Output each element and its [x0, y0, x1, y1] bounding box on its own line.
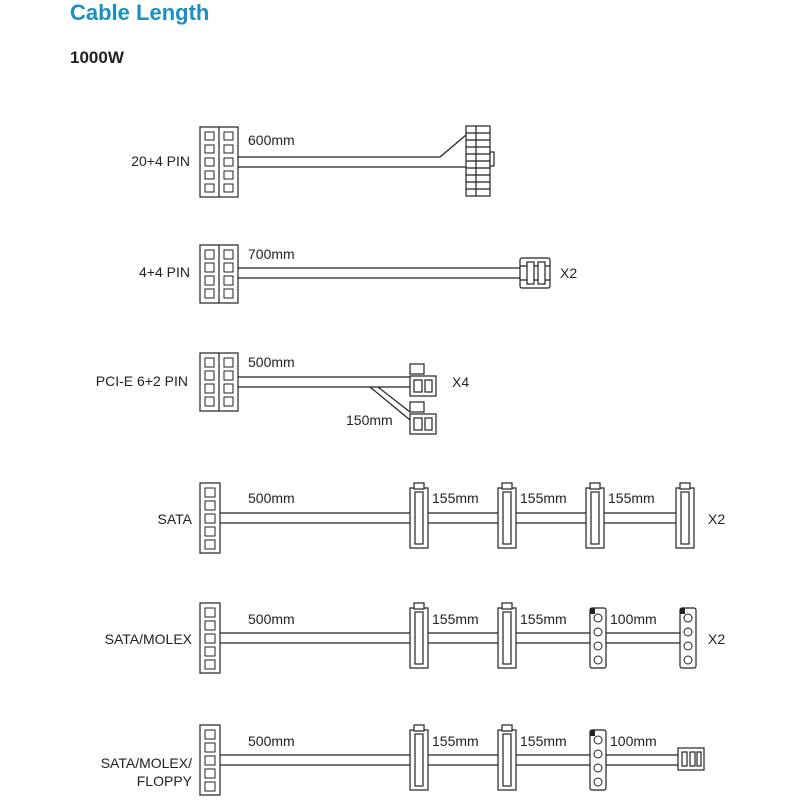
cable-label: SATA/MOLEX: [104, 631, 192, 647]
molex-connector-1: [590, 608, 606, 668]
sata-psu-connector: [200, 483, 220, 553]
motherboard-connector: [466, 126, 494, 196]
pcie-connector-2: [410, 402, 436, 434]
molex-connector: [590, 730, 606, 790]
cable-label-line-1: SATA/MOLEX/: [100, 755, 192, 771]
cable-sata-molex: [105, 603, 726, 673]
sata-connector-1: [410, 483, 428, 548]
cpu-8pin-connector: [200, 245, 238, 303]
molex-connector-2: [680, 608, 696, 668]
pcie-connector-1: [410, 364, 436, 396]
cable-qty: X2: [708, 631, 726, 647]
segment-length: 155mm: [608, 490, 655, 506]
cable-label: 20+4 PIN: [131, 153, 190, 169]
cable-qty: X2: [560, 265, 578, 281]
sata-connector-2: [498, 483, 516, 548]
cable-qty: X2: [708, 511, 726, 527]
cpu-end-connector: [520, 258, 550, 288]
floppy-connector: [678, 748, 704, 770]
sata-connector-1: [410, 603, 428, 668]
cable-sata: [158, 483, 726, 553]
cable-length: 600mm: [248, 132, 295, 148]
segment-length: 500mm: [248, 611, 295, 627]
cable-label-line-2: FLOPPY: [136, 773, 192, 789]
sata-connector-1: [410, 725, 428, 790]
segment-length: 100mm: [610, 733, 657, 749]
sata-connector-2: [498, 603, 516, 668]
sata-connector-4: [676, 483, 694, 548]
segment-length: 155mm: [520, 490, 567, 506]
atx-24pin-connector: [200, 127, 238, 197]
sata-connector-2: [498, 725, 516, 790]
segment-length: 155mm: [432, 490, 479, 506]
sata-connector-3: [586, 483, 604, 548]
segment-length: 155mm: [432, 733, 479, 749]
branch-length: 150mm: [346, 412, 393, 428]
cable-label: SATA: [157, 511, 192, 527]
cable-length: 700mm: [248, 246, 295, 262]
model-label: 1000W: [70, 48, 124, 67]
cable-label: 4+4 PIN: [139, 264, 190, 280]
cable-20-4-pin: [131, 126, 494, 197]
segment-length: 155mm: [520, 733, 567, 749]
cable-qty: X4: [452, 374, 470, 390]
page-title: Cable Length: [70, 0, 210, 25]
cable-4-4-pin: [139, 245, 577, 303]
cable-length: 500mm: [248, 354, 295, 370]
segment-length: 155mm: [520, 611, 567, 627]
pcie-psu-connector: [200, 353, 238, 411]
cable-label: PCI-E 6+2 PIN: [95, 373, 188, 389]
sata-molex-psu-connector: [200, 603, 220, 673]
segment-length: 155mm: [432, 611, 479, 627]
cable-pcie-6-2-pin: [96, 353, 470, 434]
segment-length: 500mm: [248, 490, 295, 506]
cable-sata-molex-floppy: [101, 725, 704, 795]
segment-length: 100mm: [610, 611, 657, 627]
floppy-psu-connector: [200, 725, 220, 795]
segment-length: 500mm: [248, 733, 295, 749]
